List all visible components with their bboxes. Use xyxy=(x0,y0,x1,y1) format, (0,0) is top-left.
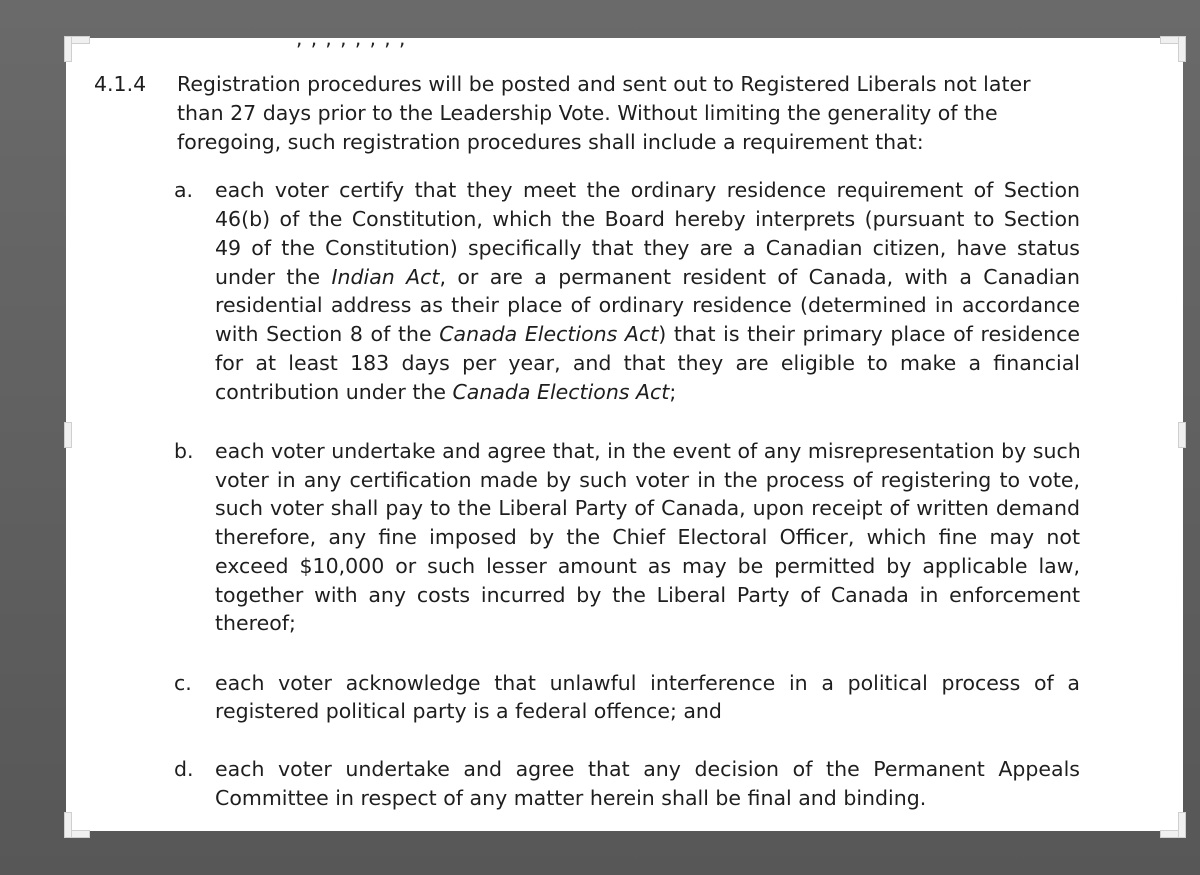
crop-handle-bottom-right[interactable] xyxy=(1178,812,1186,838)
act-title: Indian Act xyxy=(331,265,440,289)
cropped-previous-text: , , , , , , , , xyxy=(296,26,407,50)
text-segment: , or are a permanent resident of Canada, with a Canadian xyxy=(439,265,1080,289)
item-a-line xyxy=(215,263,1080,292)
crop-handle-middle-right[interactable] xyxy=(1178,422,1186,448)
clause-text-line: than 27 days prior to the Leadership Vote. Without limiting the generality of the xyxy=(177,101,998,125)
text-segment: ) that is their primary place of residence xyxy=(658,322,1080,346)
item-b-line: each voter undertake and agree that, in the event of any misrepresentation by such xyxy=(215,439,1081,463)
item-b-line: such voter shall pay to the Liberal Party of Canada, upon receipt of written demand xyxy=(215,496,1080,520)
act-title: Canada Elections Act xyxy=(452,380,670,404)
item-d-line: Committee in respect of any matter herein shall be final and binding. xyxy=(215,786,927,810)
text-segment: with Section 8 of the xyxy=(215,322,440,346)
item-b-line: therefore, any fine imposed by the Chief Electoral Officer, which fine may not xyxy=(215,525,1080,549)
item-a-line: 49 of the Constitution) specifically that they are a Canadian citizen, have status xyxy=(215,236,1080,260)
item-a-line: residential address as their place of ordinary residence (determined in accordance xyxy=(215,293,1080,317)
crop-handle-top-left[interactable] xyxy=(64,36,72,62)
clause-text-line: foregoing, such registration procedures shall include a requirement that: xyxy=(177,130,924,154)
item-b-line: thereof; xyxy=(215,611,296,635)
item-a-line: for at least 183 days per year, and that they are eligible to make a financial xyxy=(215,351,1080,375)
text-segment: contribution under the xyxy=(215,380,453,404)
item-c-line: each voter acknowledge that unlawful interference in a political process of a xyxy=(215,671,1080,695)
text-segment: ; xyxy=(669,380,677,404)
item-d-letter: d. xyxy=(174,757,194,781)
item-c-letter: c. xyxy=(174,671,192,695)
clause-text-line: Registration procedures will be posted and sent out to Registered Liberals not later xyxy=(177,72,1031,96)
item-b-line: exceed $10,000 or such lesser amount as may be permitted by applicable law, xyxy=(215,554,1080,578)
act-title: Canada Elections Act xyxy=(439,322,659,346)
item-a-line: 46(b) of the Constitution, which the Board hereby interprets (pursuant to Section xyxy=(215,207,1080,231)
item-d-line: each voter undertake and agree that any decision of the Permanent Appeals xyxy=(215,757,1080,781)
item-b-line: voter in any certification made by such voter in the process of registering to vote, xyxy=(215,468,1080,492)
item-a-line: each voter certify that they meet the ordinary residence requirement of Section xyxy=(215,178,1080,202)
item-a-line xyxy=(215,378,1080,407)
item-c-line: registered political party is a federal offence; and xyxy=(215,699,722,723)
document-body xyxy=(66,26,1183,831)
crop-handle-top-right[interactable] xyxy=(1178,36,1186,62)
document-page xyxy=(66,26,1183,831)
crop-handle-middle-left[interactable] xyxy=(64,422,72,448)
item-a-letter: a. xyxy=(174,178,194,202)
item-b-line: together with any costs incurred by the Liberal Party of Canada in enforcement xyxy=(215,583,1080,607)
crop-handle-bottom-left[interactable] xyxy=(64,812,72,838)
clause-number: 4.1.4 xyxy=(94,72,147,96)
item-a-line xyxy=(215,320,1080,349)
item-b-letter: b. xyxy=(174,439,194,463)
text-segment: under the xyxy=(215,265,332,289)
